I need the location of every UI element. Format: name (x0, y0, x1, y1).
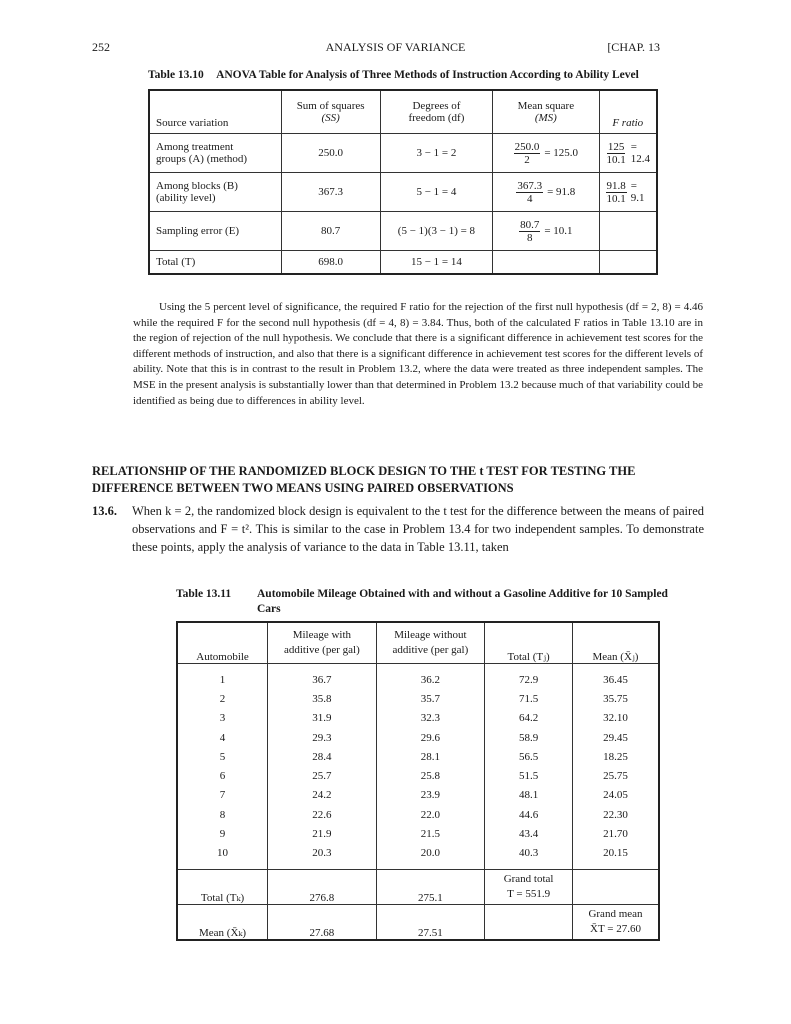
running-title: ANALYSIS OF VARIANCE (325, 40, 466, 54)
with-cell: 22.6 (268, 805, 377, 824)
mileage-mean-row (177, 904, 659, 940)
mean-cell: 36.45 (572, 664, 659, 690)
source-cell: Among blocks (B) (ability level) (149, 173, 281, 212)
mean-cell: 18.25 (572, 747, 659, 766)
mean-cell: 32.10 (572, 709, 659, 728)
table-row (177, 844, 659, 870)
without-cell: 32.3 (376, 709, 485, 728)
table1-title: ANOVA Table for Analysis of Three Methods of Instruction According to Ability Level (216, 69, 639, 81)
f-cell: $\frac{91.8}{10.1}$ = 9.1 (599, 173, 657, 212)
with-cell: 20.3 (268, 844, 377, 870)
without-cell: 21.5 (376, 824, 485, 843)
table1-label: Table 13.10 (148, 69, 204, 81)
anova-row-error (149, 212, 657, 251)
auto-cell: 1 (177, 664, 268, 690)
page-number: 252 (92, 40, 110, 54)
total-cell: 58.9 (485, 728, 573, 747)
without-cell: 25.8 (376, 766, 485, 785)
df-cell: 15 − 1 = 14 (380, 251, 492, 275)
with-cell: 31.9 (268, 709, 377, 728)
mileage-header-row (177, 622, 659, 664)
table1-caption (148, 69, 639, 81)
total-cell: 72.9 (485, 664, 573, 690)
without-cell: 20.0 (376, 844, 485, 870)
mean-label: Mean (X̄ₖ) (177, 904, 268, 940)
source-cell: Total (T) (149, 251, 281, 275)
grand-mean: Grand mean X̄T = 27.60 (572, 904, 659, 940)
table-row (177, 664, 659, 690)
auto-cell: 7 (177, 786, 268, 805)
source-cell: Among treatment groups (A) (method) (149, 134, 281, 173)
ms-cell: $\frac{80.7}{8}$ = 10.1 (493, 212, 599, 251)
explanation-paragraph: Using the 5 percent level of significance, the required F ratio for the rejection of the first null hypothesis (df = 2, 8) = 4.46 while the required F for the second null hypothesis (df = 4, 8) = 3.84. Thus, both of the calculated F ratios in Table 13.10 are in the region of rejection of the null hypothesis. We conclude that there is a significant difference in achievement test scores for the different methods of instruction, and also that there is a significant difference in achievement test scores for the different levels of ability. Note that this is in contrast to the result in Problem 13.2, where the data were treated as three independent samples. The MSE in the present analysis is substantially lower than that determined in Problem 13.2 because much of that variability could be identified as being due to differences in ability level. (133, 301, 703, 407)
total-cell: 48.1 (485, 786, 573, 805)
without-cell: 36.2 (376, 664, 485, 690)
auto-cell: 6 (177, 766, 268, 785)
header-source: Source variation (149, 90, 281, 134)
anova-table (148, 89, 658, 275)
header-total: Total (Tⱼ) (485, 622, 573, 664)
ms-cell: $\frac{367.3}{4}$ = 91.8 (493, 173, 599, 212)
mileage-total-row (177, 869, 659, 904)
mean-cell: 21.70 (572, 824, 659, 843)
table-row (177, 709, 659, 728)
table-row (177, 689, 659, 708)
f-cell-empty (599, 251, 657, 275)
mean-without: 27.51 (376, 904, 485, 940)
table2-caption (176, 587, 676, 617)
total-with: 276.8 (268, 869, 377, 904)
ss-cell: 698.0 (281, 251, 380, 275)
df-cell: (5 − 1)(3 − 1) = 8 (380, 212, 492, 251)
table-row (177, 728, 659, 747)
auto-cell: 4 (177, 728, 268, 747)
mean-cell: 24.05 (572, 786, 659, 805)
table2-label: Table 13.11 (176, 588, 232, 600)
f-cell: $\frac{125}{10.1}$ = 12.4 (599, 134, 657, 173)
total-mean-empty (572, 869, 659, 904)
header-without-additive: Mileage without additive (per gal) (376, 622, 485, 664)
ss-cell: 367.3 (281, 173, 380, 212)
problem-13-6 (92, 502, 704, 556)
mean-cell: 20.15 (572, 844, 659, 870)
table2-title: Automobile Mileage Obtained with and without a Gasoline Additive for 10 Sampled Cars (257, 588, 668, 615)
with-cell: 21.9 (268, 824, 377, 843)
source-cell: Sampling error (E) (149, 212, 281, 251)
without-cell: 23.9 (376, 786, 485, 805)
auto-cell: 10 (177, 844, 268, 870)
without-cell: 22.0 (376, 805, 485, 824)
without-cell: 28.1 (376, 747, 485, 766)
without-cell: 29.6 (376, 728, 485, 747)
header-df: Degrees of freedom (df) (380, 90, 492, 134)
total-cell: 44.6 (485, 805, 573, 824)
table-row (177, 786, 659, 805)
mean-with: 27.68 (268, 904, 377, 940)
with-cell: 24.2 (268, 786, 377, 805)
grand-total: Grand total T = 551.9 (485, 869, 573, 904)
header-f: F ratio (599, 90, 657, 134)
anova-row-total (149, 251, 657, 275)
auto-cell: 8 (177, 805, 268, 824)
mean-total-empty (485, 904, 573, 940)
df-cell: 5 − 1 = 4 (380, 173, 492, 212)
mean-cell: 25.75 (572, 766, 659, 785)
mean-cell: 35.75 (572, 689, 659, 708)
anova-header-row (149, 90, 657, 134)
ss-cell: 80.7 (281, 212, 380, 251)
header-ss: Sum of squares (SS) (281, 90, 380, 134)
table-row (177, 805, 659, 824)
ms-cell-empty (493, 251, 599, 275)
problem-number: 13.6. (92, 504, 117, 518)
total-label: Total (Tₖ) (177, 869, 268, 904)
total-cell: 51.5 (485, 766, 573, 785)
anova-row-treatment (149, 134, 657, 173)
with-cell: 25.7 (268, 766, 377, 785)
total-cell: 64.2 (485, 709, 573, 728)
f-cell-empty (599, 212, 657, 251)
with-cell: 36.7 (268, 664, 377, 690)
total-cell: 71.5 (485, 689, 573, 708)
header-automobile: Automobile (177, 622, 268, 664)
mean-cell: 29.45 (572, 728, 659, 747)
problem-text: When k = 2, the randomized block design is equivalent to the t test for the difference between the means of paired observations and F = t². This is similar to the case in Problem 13.4 for two independent samples. To demonstrate these points, apply the analysis of variance to the data in Table 13.11, taken (132, 504, 704, 554)
table-row (177, 824, 659, 843)
ms-cell: $\frac{250.0}{2}$ = 125.0 (493, 134, 599, 173)
total-cell: 43.4 (485, 824, 573, 843)
anova-row-blocks (149, 173, 657, 212)
with-cell: 35.8 (268, 689, 377, 708)
auto-cell: 5 (177, 747, 268, 766)
total-cell: 40.3 (485, 844, 573, 870)
header-with-additive: Mileage with additive (per gal) (268, 622, 377, 664)
auto-cell: 9 (177, 824, 268, 843)
total-cell: 56.5 (485, 747, 573, 766)
table-row (177, 766, 659, 785)
mileage-table (176, 621, 660, 941)
chapter-label: [CHAP. 13 (607, 40, 660, 54)
mean-cell: 22.30 (572, 805, 659, 824)
with-cell: 28.4 (268, 747, 377, 766)
df-cell: 3 − 1 = 2 (380, 134, 492, 173)
header-ms: Mean square (MS) (493, 90, 599, 134)
auto-cell: 2 (177, 689, 268, 708)
with-cell: 29.3 (268, 728, 377, 747)
total-without: 275.1 (376, 869, 485, 904)
auto-cell: 3 (177, 709, 268, 728)
section-heading: RELATIONSHIP OF THE RANDOMIZED BLOCK DESIGN TO THE t TEST FOR TESTING THE DIFFERENCE BETWEEN TWO MEANS USING PAIRED OBSERVATIONS (92, 464, 636, 495)
table-row (177, 747, 659, 766)
header-mean: Mean (X̄ⱼ) (572, 622, 659, 664)
ss-cell: 250.0 (281, 134, 380, 173)
without-cell: 35.7 (376, 689, 485, 708)
